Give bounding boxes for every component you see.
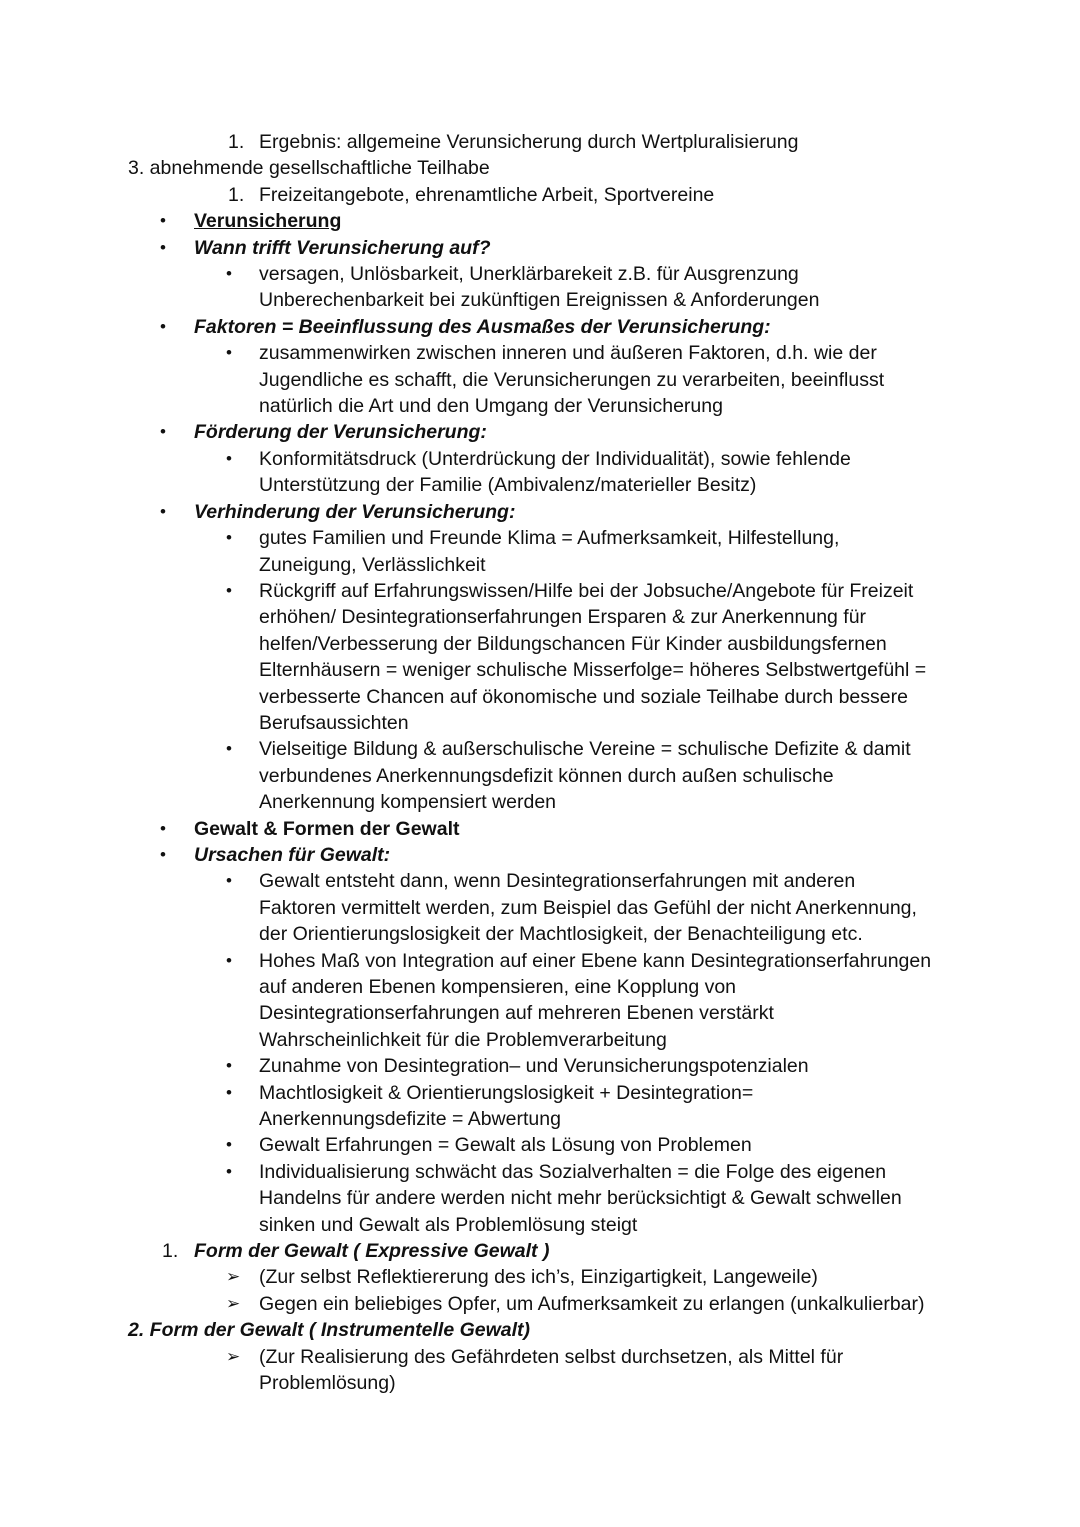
subheading: Ursachen für Gewalt: bbox=[194, 843, 391, 866]
list-item-text: der Orientierungslosigkeit der Machtlosigkeit, der Benachteiligung etc. bbox=[259, 923, 863, 946]
subheading: Form der Gewalt ( Expressive Gewalt ) bbox=[194, 1240, 550, 1263]
list-item-text: Unterstützung der Familie (Ambivalenz/materieller Besitz) bbox=[259, 474, 757, 497]
list-item-text: Gewalt entsteht dann, wenn Desintegrationserfahrungen mit anderen bbox=[259, 870, 856, 893]
list-item-continuation bbox=[0, 921, 1080, 947]
list-number: 1. bbox=[228, 131, 245, 153]
list-item bbox=[0, 1080, 1080, 1106]
list-item-text: zusammenwirken zwischen inneren und äußeren Faktoren, d.h. wie der bbox=[259, 342, 877, 365]
subheading: Förderung der Verunsicherung: bbox=[194, 421, 487, 444]
list-item-continuation bbox=[0, 1212, 1080, 1238]
list-item-text: natürlich die Art und den Umgang der Verunsicherung bbox=[259, 395, 723, 418]
list-item-text: Individualisierung schwächt das Sozialverhalten = die Folge des eigenen bbox=[259, 1160, 887, 1183]
list-item bbox=[0, 1159, 1080, 1185]
list-item-continuation bbox=[0, 287, 1080, 313]
bullet-icon: • bbox=[226, 528, 232, 548]
list-item-text: Handelns für andere werden nicht mehr berücksichtigt & Gewalt schwellen bbox=[259, 1187, 902, 1210]
list-item-text: Unberechenbarkeit bei zukünftigen Ereignissen & Anforderungen bbox=[259, 289, 820, 312]
section-heading bbox=[0, 155, 1080, 181]
heading-bold: Gewalt & Formen der Gewalt bbox=[194, 817, 460, 840]
list-item-continuation bbox=[0, 631, 1080, 657]
list-item bbox=[0, 314, 1080, 340]
list-item-text: Rückgriff auf Erfahrungswissen/Hilfe bei der Jobsuche/Angebote für Freizeit bbox=[259, 579, 914, 602]
list-item-text: Gegen ein beliebiges Opfer, um Aufmerksamkeit zu erlangen (unkalkulierbar) bbox=[259, 1292, 925, 1315]
list-number: 1. bbox=[228, 183, 245, 206]
bullet-icon: • bbox=[226, 871, 232, 891]
list-item-continuation bbox=[0, 895, 1080, 921]
list-item-continuation bbox=[0, 367, 1080, 393]
list-item-continuation bbox=[0, 1000, 1080, 1026]
subheading: 2. Form der Gewalt ( Instrumentelle Gewalt) bbox=[128, 1319, 531, 1342]
bullet-icon: • bbox=[226, 264, 232, 284]
bullet-icon: • bbox=[226, 1082, 232, 1102]
list-item-text: verbundenes Anerkennungsdefizit können durch außen schulische bbox=[259, 764, 834, 787]
list-item-continuation bbox=[0, 657, 1080, 683]
list-item-text: Anerkennung kompensiert werden bbox=[259, 791, 557, 814]
list-item-text: gutes Familien und Freunde Klima = Aufmerksamkeit, Hilfestellung, bbox=[259, 527, 840, 550]
list-item bbox=[0, 208, 1080, 234]
subheading: Faktoren = Beeinflussung des Ausmaßes der Verunsicherung: bbox=[194, 315, 771, 338]
list-item-text: Elternhäusern = weniger schulische Misserfolge= höheres Selbstwertgefühl = bbox=[259, 659, 927, 682]
list-item-text: Wahrscheinlichkeit für die Problemverarbeitung bbox=[259, 1028, 667, 1051]
list-item bbox=[0, 499, 1080, 525]
list-item-text: auf anderen Ebenen kompensieren, eine Kopplung von bbox=[259, 976, 737, 998]
bullet-icon: • bbox=[160, 818, 166, 838]
arrow-bullet-icon: ➢ bbox=[226, 1293, 241, 1313]
list-item-text: Vielseitige Bildung & außerschulische Vereine = schulische Defizite & damit bbox=[259, 738, 911, 761]
arrow-bullet-icon: ➢ bbox=[226, 1267, 241, 1287]
bullet-icon: • bbox=[226, 739, 232, 759]
list-item-continuation bbox=[0, 789, 1080, 815]
list-item-text: Zuneigung, Verlässlichkeit bbox=[259, 553, 486, 576]
list-item bbox=[0, 736, 1080, 762]
list-item-text: Ergebnis: allgemeine Verunsicherung durch Wertpluralisierung bbox=[259, 131, 799, 153]
list-item-text: Desintegrationserfahrungen auf mehreren Ebenen verstärkt bbox=[259, 1002, 774, 1025]
section-heading bbox=[0, 1317, 1080, 1343]
list-item bbox=[0, 1291, 1080, 1317]
list-item-continuation bbox=[0, 604, 1080, 630]
list-item bbox=[0, 948, 1080, 974]
list-item-continuation bbox=[0, 710, 1080, 736]
list-item-continuation bbox=[0, 552, 1080, 578]
list-item-continuation bbox=[0, 684, 1080, 710]
list-item bbox=[0, 1344, 1080, 1370]
list-item bbox=[0, 1264, 1080, 1290]
list-item-text: sinken und Gewalt als Problemlösung steigt bbox=[259, 1213, 638, 1236]
list-item bbox=[0, 868, 1080, 894]
bullet-icon: • bbox=[160, 211, 166, 231]
list-item bbox=[0, 1132, 1080, 1158]
list-item-text: erhöhen/ Desintegrationserfahrungen Ersparen & zur Anerkennung für bbox=[259, 606, 867, 629]
list-item-text: Faktoren vermittelt werden, zum Beispiel das Gefühl der nicht Anerkennung, bbox=[259, 896, 917, 919]
list-item bbox=[0, 1238, 1080, 1264]
list-item-text: verbesserte Chancen auf ökonomische und soziale Teilhabe durch bessere bbox=[259, 685, 908, 708]
list-item-text: Anerkennungsdefizite = Abwertung bbox=[259, 1108, 561, 1131]
subheading: Wann trifft Verunsicherung auf? bbox=[194, 236, 491, 259]
list-item bbox=[0, 816, 1080, 842]
list-item bbox=[0, 129, 1080, 155]
bullet-icon: • bbox=[226, 580, 232, 600]
list-item-continuation bbox=[0, 1027, 1080, 1053]
list-item-continuation bbox=[0, 1370, 1080, 1396]
list-item bbox=[0, 261, 1080, 287]
bullet-icon: • bbox=[160, 237, 166, 257]
list-item bbox=[0, 525, 1080, 551]
subheading: Verhinderung der Verunsicherung: bbox=[194, 500, 516, 523]
list-item-text: (Zur selbst Reflektiererung des ich’s, Einzigartigkeit, Langeweile) bbox=[259, 1266, 818, 1289]
list-item-text: Gewalt Erfahrungen = Gewalt als Lösung von Problemen bbox=[259, 1134, 752, 1157]
list-item bbox=[0, 578, 1080, 604]
list-item-continuation bbox=[0, 763, 1080, 789]
bullet-icon: • bbox=[160, 422, 166, 442]
bullet-icon: • bbox=[226, 950, 232, 970]
list-item bbox=[0, 340, 1080, 366]
list-item-text: Hohes Maß von Integration auf einer Ebene kann Desintegrationserfahrungen bbox=[259, 949, 932, 972]
list-item-continuation bbox=[0, 1106, 1080, 1132]
list-item-text: Jugendliche es schafft, die Verunsicherungen zu verarbeiten, beeinflusst bbox=[259, 368, 885, 391]
list-item bbox=[0, 235, 1080, 261]
list-item bbox=[0, 446, 1080, 472]
list-item-text: Konformitätsdruck (Unterdrückung der Individualität), sowie fehlende bbox=[259, 447, 851, 470]
list-item-continuation bbox=[0, 1185, 1080, 1211]
list-item-text: helfen/Verbesserung der Bildungschancen Für Kinder ausbildungsfernen bbox=[259, 632, 887, 655]
bullet-icon: • bbox=[226, 1056, 232, 1076]
list-item bbox=[0, 182, 1080, 208]
notes-content bbox=[0, 129, 1080, 1397]
bullet-icon: • bbox=[160, 316, 166, 336]
list-item bbox=[0, 842, 1080, 868]
bullet-icon: • bbox=[226, 1135, 232, 1155]
arrow-bullet-icon: ➢ bbox=[226, 1346, 241, 1366]
list-item bbox=[0, 1053, 1080, 1079]
bullet-icon: • bbox=[226, 1161, 232, 1181]
heading-underlined: Verunsicherung bbox=[194, 210, 342, 233]
list-item-text: Berufsaussichten bbox=[259, 711, 409, 734]
bullet-icon: • bbox=[226, 343, 232, 363]
list-item bbox=[0, 419, 1080, 445]
list-item-text: Zunahme von Desintegration– und Verunsicherungspotenzialen bbox=[259, 1055, 809, 1078]
list-item-text: Problemlösung) bbox=[259, 1372, 396, 1395]
list-item-text: versagen, Unlösbarkeit, Unerklärbarekeit z.B. für Ausgrenzung bbox=[259, 263, 799, 286]
list-item-text: Machtlosigkeit & Orientierungslosigkeit + Desintegration= bbox=[259, 1081, 754, 1104]
list-item-text: Freizeitangebote, ehrenamtliche Arbeit, Sportvereine bbox=[259, 183, 715, 206]
list-item-continuation bbox=[0, 393, 1080, 419]
bullet-icon: • bbox=[160, 844, 166, 864]
section-heading-text: 3. abnehmende gesellschaftliche Teilhabe bbox=[128, 157, 490, 180]
bullet-icon: • bbox=[160, 501, 166, 521]
list-number: 1. bbox=[162, 1240, 179, 1263]
list-item-text: (Zur Realisierung des Gefährdeten selbst durchsetzen, als Mittel für bbox=[259, 1345, 844, 1368]
list-item-continuation bbox=[0, 472, 1080, 498]
bullet-icon: • bbox=[226, 448, 232, 468]
list-item-continuation bbox=[0, 974, 1080, 1000]
